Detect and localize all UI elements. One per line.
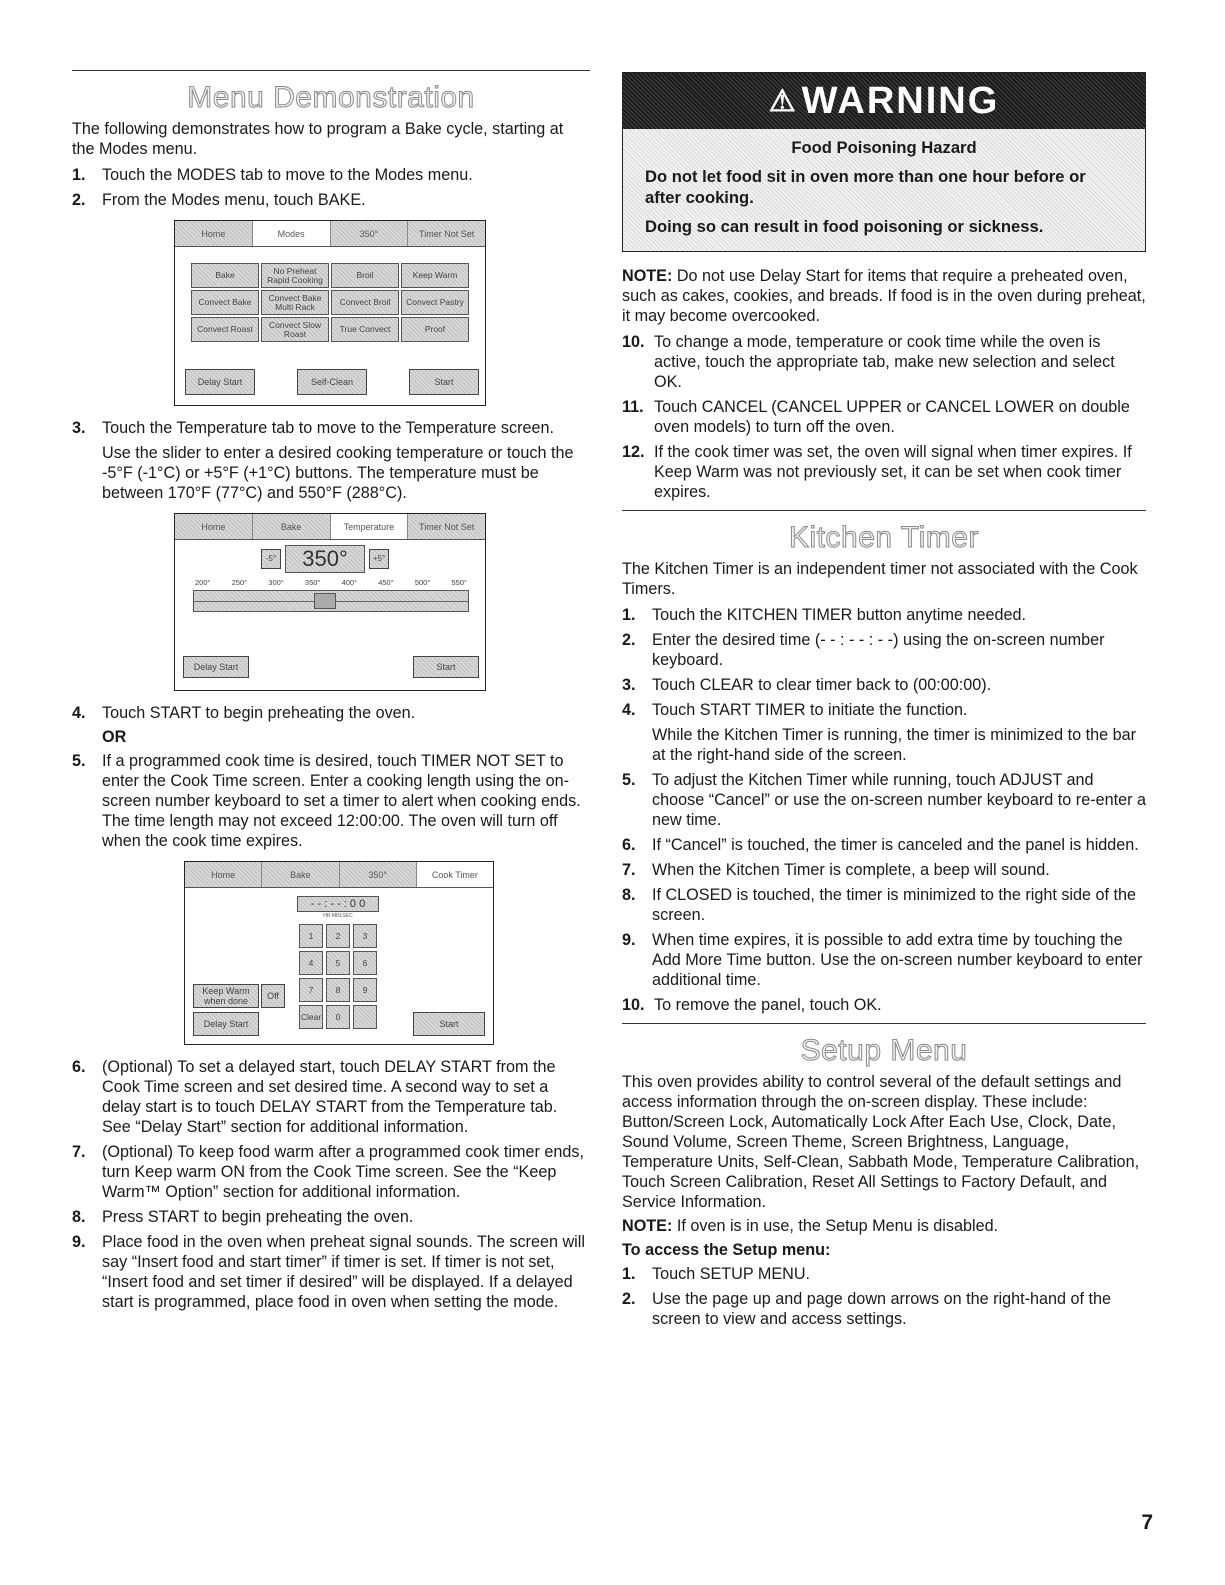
access-setup-heading: To access the Setup menu:: [622, 1241, 831, 1259]
tab-temperature[interactable]: 350°: [331, 221, 409, 246]
mode-convect-broil-button[interactable]: Convect Broil: [331, 290, 399, 315]
key-0[interactable]: 0: [326, 1005, 350, 1029]
list-item: 2. Use the page up and page down arrows on the right-hand of the screen to view and access settings.: [622, 1290, 1111, 1328]
mode-true-convect-button[interactable]: True Convect: [331, 317, 399, 342]
setup-menu-steps: [622, 1264, 1146, 1329]
list-item: 2. From the Modes menu, touch BAKE.: [72, 191, 366, 209]
tab-bake[interactable]: Bake: [262, 862, 339, 887]
warning-heading: WARNING: [801, 79, 1000, 122]
setup-menu-note: NOTE: If oven is in use, the Setup Menu is disabled.: [622, 1217, 999, 1235]
setup-menu-title: Setup Menu: [800, 1034, 968, 1067]
list-item: 6. If “Cancel” is touched, the timer is canceled and the panel is hidden.: [622, 836, 1139, 854]
list-item: 1. Touch SETUP MENU.: [622, 1265, 811, 1283]
mode-proof-button[interactable]: Proof: [401, 317, 469, 342]
tab-bar: [185, 862, 493, 888]
mode-convect-slow-roast-button[interactable]: Convect Slow Roast: [261, 317, 329, 342]
scale-label: 450°: [378, 578, 394, 587]
warning-box: [622, 72, 1146, 252]
mode-broil-button[interactable]: Broil: [331, 263, 399, 288]
menu-demo-intro: The following demonstrates how to program a Bake cycle, starting at the Modes menu.: [72, 120, 564, 158]
left-column: [72, 70, 590, 1317]
slider-handle[interactable]: [314, 593, 336, 609]
list-item: 3. Touch the Temperature tab to move to the Temperature screen. Use the slider to enter a desired cooking temperature or touch the -5°F (-1°C) or +5°F (+1°C) buttons. The temperature must be between 170°F (77°C) and 550°F (288°C).: [72, 419, 574, 502]
list-item: 10. To change a mode, temperature or cook time while the oven is active, touch the appropriate tab, make new selection and select OK.: [622, 333, 1115, 391]
minus-five-button[interactable]: -5°: [261, 549, 281, 569]
tab-temperature[interactable]: 350°: [340, 862, 417, 887]
list-item: 4. Touch START to begin preheating the oven.: [72, 704, 416, 722]
steps-list-10: [622, 332, 1146, 502]
tab-home[interactable]: Home: [185, 862, 262, 887]
list-item: 9. Place food in the oven when preheat signal sounds. The screen will say “Insert food and start timer” if timer is set. If timer is not set, “Insert food and set timer if desired” will be displayed. If a delayed start is programmed, place food in oven when setting the mode.: [72, 1233, 585, 1311]
time-units-label: HR:MIN:SEC: [323, 913, 353, 919]
keep-warm-button[interactable]: Keep Warm when done: [193, 984, 259, 1008]
warning-hazard: Food Poisoning Hazard: [791, 138, 977, 157]
scale-label: 550°: [451, 578, 467, 587]
number-keypad: [297, 922, 379, 1034]
tab-bar: [175, 514, 485, 540]
key-7[interactable]: 7: [299, 978, 323, 1002]
list-item: 7. (Optional) To keep food warm after a programmed cook timer ends, turn Keep warm ON from the Cook Time screen. See the “Keep Warm™ Option” section for additional information.: [72, 1143, 584, 1201]
warning-header: [623, 73, 1145, 129]
list-item: 1. Touch the MODES tab to move to the Modes menu.: [72, 166, 473, 184]
list-item: 8. Press START to begin preheating the oven.: [72, 1208, 414, 1226]
scale-label: 300°: [268, 578, 284, 587]
scale-label: 350°: [304, 578, 321, 587]
steps-list-6: [72, 1057, 590, 1312]
cook-time-display: - - : - - : 0 0: [297, 896, 379, 912]
key-2[interactable]: 2: [326, 924, 350, 948]
list-item: 6. (Optional) To set a delayed start, touch DELAY START from the Cook Time screen and set desired time. A second way to set a delay start is to touch DELAY START from the Temperature tab. See “Delay Start” section for additional information.: [72, 1058, 558, 1136]
cook-timer-screen-illustration: [184, 861, 494, 1045]
steps-list-5: [72, 751, 590, 851]
section-rule: [72, 70, 590, 71]
or-label: OR: [102, 728, 127, 746]
list-item: 7. When the Kitchen Timer is complete, a beep will sound.: [622, 861, 1050, 879]
kitchen-timer-intro: The Kitchen Timer is an independent timer not associated with the Cook Timers.: [622, 560, 1138, 598]
page-number: 7: [1141, 1511, 1153, 1534]
scale-label: 400°: [341, 578, 358, 587]
key-9[interactable]: 9: [353, 978, 377, 1002]
self-clean-button[interactable]: Self-Clean: [297, 369, 367, 395]
tab-bar: [175, 221, 485, 247]
plus-five-button[interactable]: +5°: [369, 549, 389, 569]
mode-keep-warm-button[interactable]: Keep Warm: [401, 263, 469, 288]
delay-start-button[interactable]: Delay Start: [183, 656, 249, 678]
list-item: 4. Touch START TIMER to initiate the function. While the Kitchen Timer is running, the timer is minimized to the bar at the right-hand side of the screen.: [622, 701, 1137, 764]
scale-label: 250°: [231, 578, 248, 587]
list-item: 5. If a programmed cook time is desired, touch TIMER NOT SET to enter the Cook Time screen. Enter a cooking length using the on-screen number keyboard to set a timer to alert when cooking ends. The time length may not exceed 12:00:00. The oven will turn off when the cook time expires.: [72, 752, 581, 850]
mode-bake-button[interactable]: Bake: [191, 263, 259, 288]
section-rule: [622, 1023, 1146, 1024]
key-blank[interactable]: [353, 1005, 377, 1029]
tab-home[interactable]: Home: [175, 514, 253, 539]
list-item: 12. If the cook timer was set, the oven will signal when timer expires. If Keep Warm was not previously set, it can be set when cook timer expires.: [622, 443, 1132, 501]
key-8[interactable]: 8: [326, 978, 350, 1002]
right-column: [622, 70, 1146, 1334]
warning-triangle-icon: ⚠: [768, 84, 798, 118]
list-item: 1. Touch the KITCHEN TIMER button anytime needed.: [622, 606, 1026, 624]
temperature-screen-illustration: [174, 513, 486, 691]
tab-modes[interactable]: Modes: [253, 221, 331, 246]
keep-warm-off-toggle[interactable]: Off: [261, 984, 285, 1008]
tab-timer[interactable]: Timer Not Set: [408, 221, 485, 246]
temperature-display: 350°: [285, 545, 365, 573]
scale-label: 500°: [414, 578, 431, 587]
key-6[interactable]: 6: [353, 951, 377, 975]
key-1[interactable]: 1: [299, 924, 323, 948]
tab-cook-timer[interactable]: Cook Timer: [417, 862, 493, 887]
list-item: 5. To adjust the Kitchen Timer while running, touch ADJUST and choose “Cancel” or use the on-screen number keyboard to re-enter a new time.: [622, 771, 1146, 829]
mode-convect-bake-button[interactable]: Convect Bake: [191, 290, 259, 315]
mode-convect-bake-multi-button[interactable]: Convect Bake Multi Rack: [261, 290, 329, 315]
steps-list-1: [72, 165, 590, 210]
start-button[interactable]: Start: [409, 369, 479, 395]
mode-convect-roast-button[interactable]: Convect Roast: [191, 317, 259, 342]
temperature-scale: [195, 578, 467, 587]
list-item: 10. To remove the panel, touch OK.: [622, 996, 882, 1014]
tab-home[interactable]: Home: [175, 221, 253, 246]
menu-demo-title: Menu Demonstration: [187, 81, 475, 114]
key-clear[interactable]: Clear: [299, 1005, 323, 1029]
steps-list-3: [72, 418, 590, 503]
warning-line-2: Doing so can result in food poisoning or sickness.: [645, 217, 1044, 236]
kitchen-timer-title: Kitchen Timer: [789, 521, 979, 554]
list-item: 11. Touch CANCEL (CANCEL UPPER or CANCEL LOWER on double oven models) to turn off the oven.: [622, 398, 1130, 436]
list-item: 2. Enter the desired time (- - : - - : - -) using the on-screen number keyboard.: [622, 631, 1105, 669]
list-item: 9. When time expires, it is possible to add extra time by touching the Add More Time button. Use the on-screen number keyboard to enter additional time.: [622, 931, 1143, 989]
tab-timer[interactable]: Timer Not Set: [408, 514, 485, 539]
tab-temperature[interactable]: Temperature: [331, 514, 409, 539]
start-button[interactable]: Start: [413, 656, 479, 678]
delay-start-button[interactable]: Delay Start: [193, 1012, 259, 1036]
mode-no-preheat-button[interactable]: No Preheat Rapid Cooking: [261, 263, 329, 288]
key-4[interactable]: 4: [299, 951, 323, 975]
list-item: 8. If CLOSED is touched, the timer is minimized to the right side of the screen.: [622, 886, 1137, 924]
delay-start-note: NOTE: Do not use Delay Start for items that require a preheated oven, such as cakes, cookies, and breads. If food is in the oven during preheat, it may become overcooked.: [622, 267, 1146, 325]
mode-convect-pastry-button[interactable]: Convect Pastry: [401, 290, 469, 315]
steps-list-4: [72, 703, 590, 723]
key-5[interactable]: 5: [326, 951, 350, 975]
start-button[interactable]: Start: [413, 1012, 485, 1036]
warning-body: [623, 129, 1145, 251]
section-rule: [622, 510, 1146, 511]
list-item: 3. Touch CLEAR to clear timer back to (00:00:00).: [622, 676, 992, 694]
modes-screen-illustration: [174, 220, 486, 406]
scale-label: 200°: [195, 578, 211, 587]
setup-menu-intro: This oven provides ability to control several of the default settings and access information through the on-screen display. These include: Button/Screen Lock, Automatically Lock After Each Use, Clock, Date, Sound Volume, Screen Theme, Screen Brightness, Language, Temperature Units, Self-Clean, Sabbath Mode, Temperature Calibration, Touch Screen Calibration, Reset All Settings to Factory Default, and Service Information.: [622, 1073, 1140, 1211]
warning-line-1: Do not let food sit in oven more than one hour before or after cooking.: [645, 167, 1086, 207]
kitchen-timer-steps: [622, 605, 1146, 1015]
key-3[interactable]: 3: [353, 924, 377, 948]
temperature-slider-track[interactable]: [193, 590, 469, 612]
tab-bake[interactable]: Bake: [253, 514, 331, 539]
delay-start-button[interactable]: Delay Start: [185, 369, 255, 395]
modes-grid: [191, 263, 471, 343]
